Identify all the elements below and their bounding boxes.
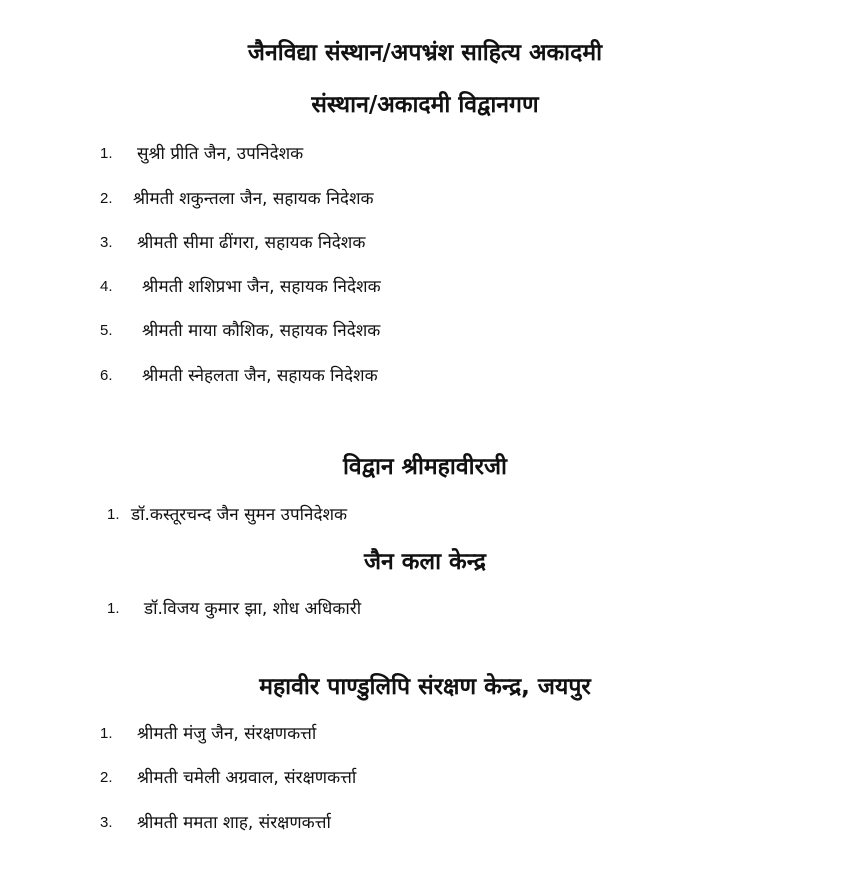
section-1-title: जैनविद्या संस्थान/अपभ्रंश साहित्य अकादमी [247, 40, 603, 66]
item-number: 4. [100, 278, 113, 295]
section-2-title: विद्वान श्रीमहावीरजी [342, 454, 508, 480]
item-text: श्रीमती सीमा ढींगरा, सहायक निदेशक [137, 233, 366, 253]
item-text: श्रीमती ममता शाह, संरक्षणकर्त्ता [137, 813, 331, 833]
item-text: डॉ.कस्तूरचन्द जैन सुमन उपनिदेशक [131, 505, 348, 525]
section-1-subtitle: संस्थान/अकादमी विद्वानगण [311, 92, 539, 118]
item-number: 3. [100, 814, 113, 831]
item-text: डॉ.विजय कुमार झा, शोध अधिकारी [144, 599, 362, 619]
section-4-title: महावीर पाण्डुलिपि संरक्षण केन्द्र, जयपुर [259, 674, 591, 700]
item-number: 2. [100, 769, 113, 786]
item-text: सुश्री प्रीति जैन, उपनिदेशक [137, 144, 304, 164]
item-number: 2. [100, 190, 113, 207]
item-text: श्रीमती शकुन्तला जैन, सहायक निदेशक [133, 189, 374, 209]
item-number: 1. [107, 506, 120, 523]
item-text: श्रीमती चमेली अग्रवाल, संरक्षणकर्त्ता [137, 768, 357, 788]
item-text: श्रीमती शशिप्रभा जैन, सहायक निदेशक [142, 277, 381, 297]
item-text: श्रीमती मंजु जैन, संरक्षणकर्त्ता [137, 724, 317, 744]
item-number: 3. [100, 234, 113, 251]
item-number: 1. [100, 145, 113, 162]
item-number: 1. [100, 725, 113, 742]
item-number: 5. [100, 322, 113, 339]
item-number: 6. [100, 367, 113, 384]
item-text: श्रीमती माया कौशिक, सहायक निदेशक [142, 321, 381, 341]
item-text: श्रीमती स्नेहलता जैन, सहायक निदेशक [142, 366, 378, 386]
item-number: 1. [107, 600, 120, 617]
section-3-title: जैन कला केन्द्र [363, 549, 487, 575]
